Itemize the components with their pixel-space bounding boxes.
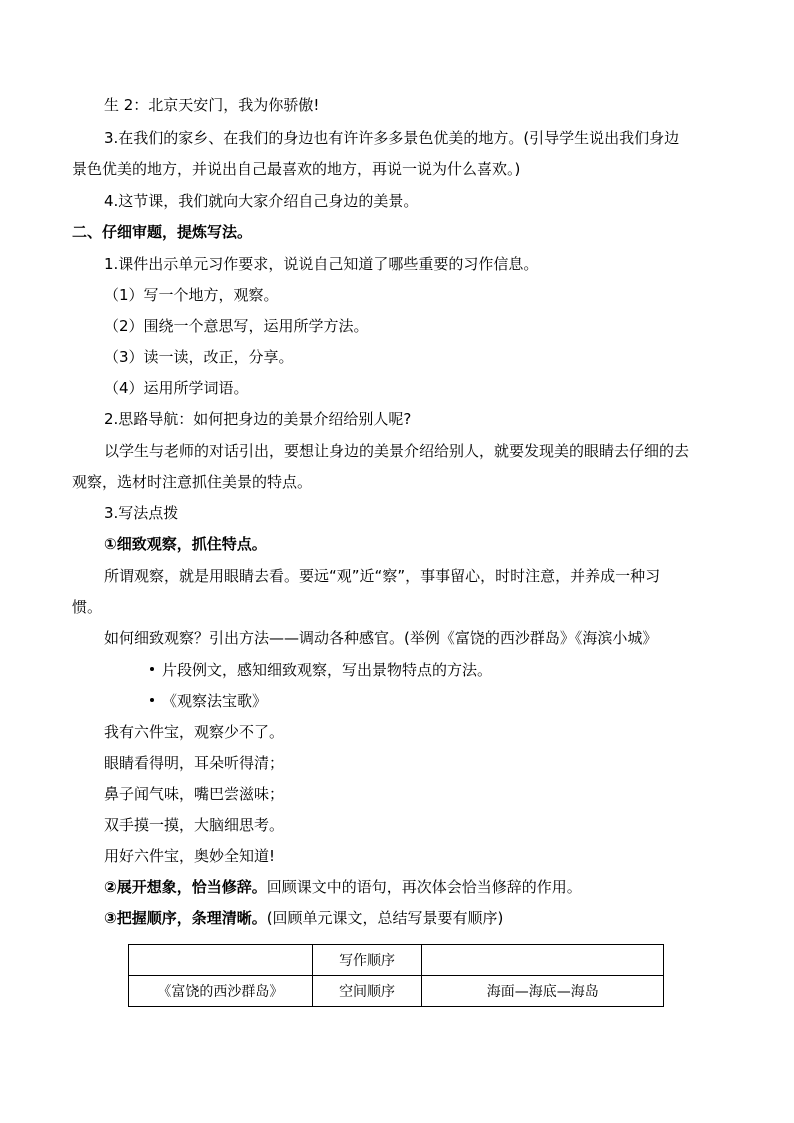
bullet-item	[150, 660, 492, 680]
writing-order-table	[128, 944, 664, 1007]
text-line: 2.思路导航：如何把身边的美景介绍给别人呢?	[104, 410, 412, 428]
table-cell: 《富饶的西沙群岛》	[129, 976, 313, 1007]
text-line: 惯。	[72, 598, 103, 616]
table-cell: 空间顺序	[312, 976, 422, 1007]
table-header-cell	[422, 945, 664, 976]
text-rest: (回顾单元课文，总结写景要有顺序)	[266, 909, 504, 927]
text-line	[104, 877, 582, 897]
bullet-icon	[150, 667, 154, 671]
text-line	[104, 908, 503, 928]
text-line: 如何细致观察？引出方法——调动各种感官。(举例《富饶的西沙群岛》《海滨小城》	[104, 629, 658, 647]
text-line: 3.写法点拨	[104, 504, 179, 522]
list-item: （2）围绕一个意思写，运用所学方法。	[104, 317, 369, 335]
bullet-item	[150, 691, 267, 711]
text-line: 生 2：北京天安门，我为你骄傲!	[104, 96, 320, 114]
list-item: （1）写一个地方，观察。	[104, 286, 279, 304]
table-header-row	[129, 945, 664, 976]
text-line: 景色优美的地方，并说出自己最喜欢的地方，再说一说为什么喜欢。)	[72, 160, 521, 178]
text-line: 3.在我们的家乡、在我们的身边也有许许多多景色优美的地方。(引导学生说出我们身边	[104, 129, 680, 147]
section-heading: 二、仔细审题，提炼写法。	[72, 223, 253, 241]
table-cell: 海面—海底—海岛	[422, 976, 664, 1007]
subheading: ③把握顺序，条理清晰。	[104, 909, 267, 927]
table-header-cell: 写作顺序	[312, 945, 422, 976]
text-line: 观察，选材时注意抓住美景的特点。	[72, 473, 313, 491]
bullet-text: 《观察法宝歌》	[162, 692, 268, 710]
text-line: 以学生与老师的对话引出，要想让身边的美景介绍给别人，就要发现美的眼睛去仔细的去	[104, 442, 690, 460]
poem-line: 眼睛看得明，耳朵听得清；	[104, 754, 285, 772]
subheading: ②展开想象，恰当修辞。	[104, 878, 267, 896]
bullet-text: 片段例文，感知细致观察，写出景物特点的方法。	[162, 661, 493, 679]
text-rest: 回顾课文中的语句，再次体会恰当修辞的作用。	[266, 878, 582, 896]
table-row	[129, 976, 664, 1007]
poem-line: 双手摸一摸，大脑细思考。	[104, 816, 285, 834]
poem-line: 用好六件宝，奥妙全知道!	[104, 847, 276, 865]
text-line: 1.课件出示单元习作要求，说说自己知道了哪些重要的习作信息。	[104, 255, 539, 273]
poem-line: 鼻子闻气味，嘴巴尝滋味；	[104, 785, 285, 803]
list-item: （3）读一读，改正，分享。	[104, 348, 294, 366]
text-line: 4.这节课，我们就向大家介绍自己身边的美景。	[104, 192, 419, 210]
subheading: ①细致观察，抓住特点。	[104, 535, 267, 553]
list-item: （4）运用所学词语。	[104, 379, 249, 397]
poem-line: 我有六件宝，观察少不了。	[104, 723, 285, 741]
bullet-icon	[150, 698, 154, 702]
text-line: 所谓观察，就是用眼睛去看。要远“观”近“察”，事事留心，时时注意，并养成一种习	[104, 567, 661, 585]
table-header-cell	[129, 945, 313, 976]
